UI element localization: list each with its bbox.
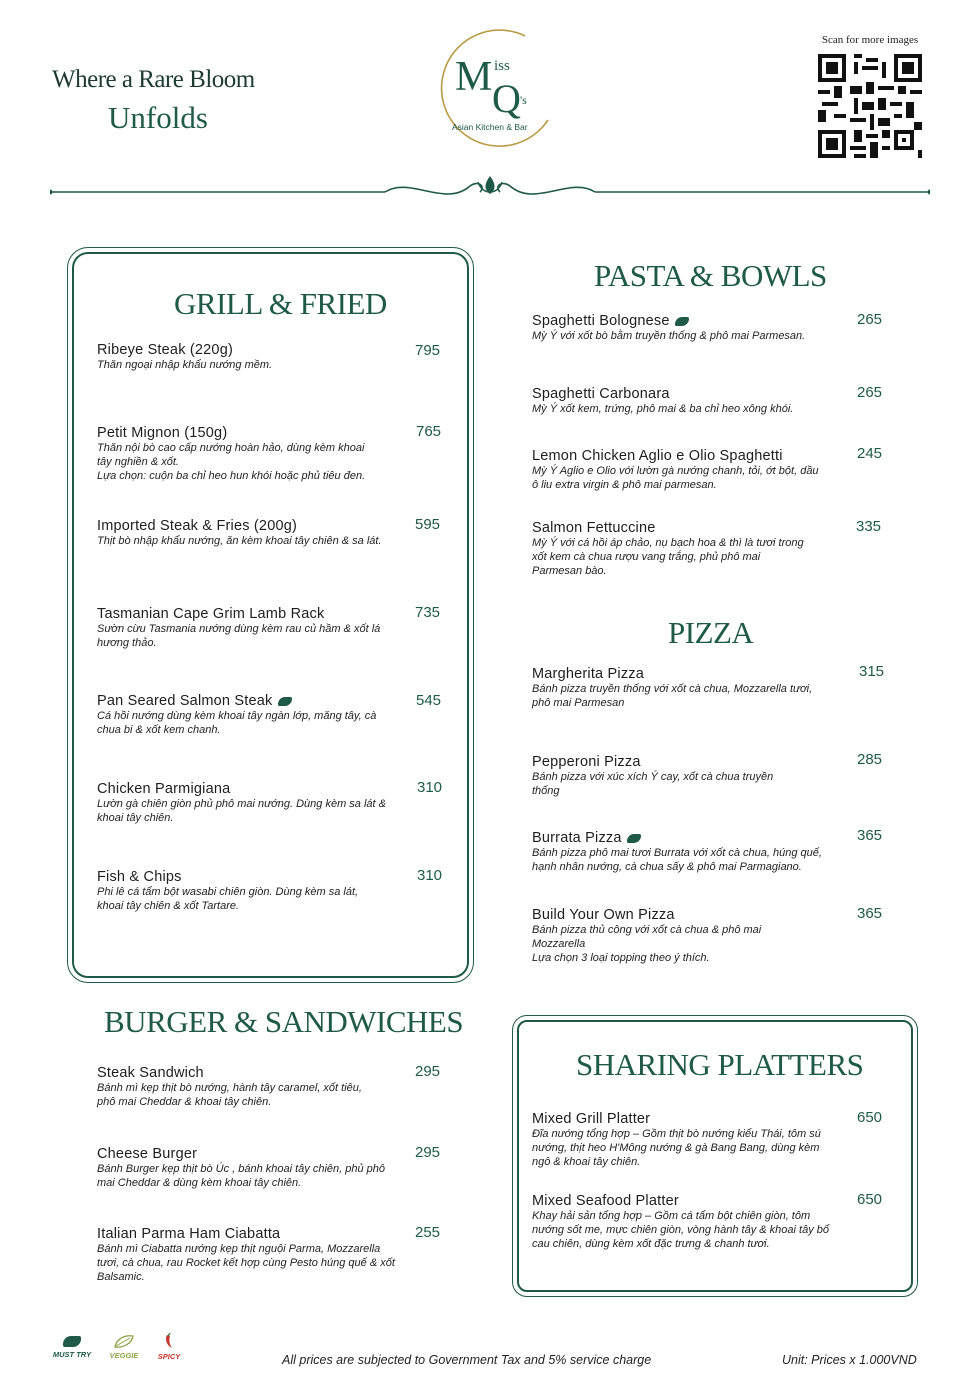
scan-label: Scan for more images <box>821 34 919 46</box>
item-price: 310 <box>417 779 443 796</box>
item-name: Margherita Pizza <box>532 666 644 682</box>
item-desc: Phi lê cá tẩm bột wasabi chiên giòn. Dùng kèm sa lát, khoai tây chiên & xốt Tartare. <box>97 886 359 912</box>
item-price: 335 <box>856 518 882 535</box>
item-desc: Đĩa nướng tổng hợp – Gồm thịt bò nướng kiểu Thái, tôm sú nướng, thịt heo H'Mông nướng & gà Bang Bang, dùng kèm ngô & khoai tây chiên. <box>532 1128 821 1168</box>
menu-item <box>97 1226 402 1284</box>
tagline-line-2: Unfolds <box>108 100 208 135</box>
item-desc: Bánh pizza truyền thống với xốt cà chua, Mozzarella tươi, phô mai Parmesan <box>532 683 813 709</box>
must-try-icon <box>63 1336 81 1347</box>
logo-subtitle: Asian Kitchen & Bar <box>452 122 528 132</box>
pizza-section-title: PIZZA <box>668 615 754 650</box>
item-desc: Thịt bò nhập khẩu nướng, ăn kèm khoai tây chiên & sa lát. <box>97 535 382 547</box>
item-price: 265 <box>857 384 883 401</box>
svg-text:iss: iss <box>494 58 510 74</box>
menu-item <box>532 386 847 416</box>
item-name: Tasmanian Cape Grim Lamb Rack <box>97 606 325 622</box>
item-name: Pan Seared Salmon Steak <box>97 693 273 709</box>
menu-item <box>97 518 387 548</box>
item-price: 650 <box>857 1191 883 1208</box>
item-price: 795 <box>415 342 441 359</box>
item-name: Build Your Own Pizza <box>532 907 675 923</box>
item-desc: Bánh pizza phô mai tươi Burrata với xốt cà chua, húng quế, hạnh nhân nướng, cà chua sấy & phô mai Parmagiano. <box>532 847 822 873</box>
svg-text:M: M <box>455 54 493 100</box>
veggie-leaf-icon <box>113 1334 135 1349</box>
item-price: 295 <box>415 1063 441 1080</box>
chili-icon <box>162 1333 176 1350</box>
divider-ornament <box>50 172 930 212</box>
item-desc: Cá hồi nướng dùng kèm khoai tây ngàn lớp, măng tây, cà chua bi & xốt kem chanh. <box>97 710 377 736</box>
restaurant-logo <box>430 28 570 153</box>
item-price: 315 <box>859 663 885 680</box>
svg-text:Q: Q <box>492 76 521 121</box>
item-price: 265 <box>857 311 883 328</box>
menu-item <box>97 1065 362 1109</box>
item-price: 765 <box>416 423 442 440</box>
item-name: Lemon Chicken Aglio e Olio Spaghetti <box>532 448 783 464</box>
grill-section-title: GRILL & FRIED <box>174 286 387 321</box>
item-desc: Lườn gà chiên giòn phủ phô mai nướng. Dùng kèm sa lát & khoai tây chiên. <box>97 798 386 824</box>
item-desc: Bánh pizza với xúc xích Ý cay, xốt cà chua truyền thống <box>532 771 774 797</box>
svg-text:'s: 's <box>520 93 527 107</box>
menu-item <box>532 520 807 578</box>
item-desc: Khay hải sản tổng hợp – Gồm cá tẩm bột chiên giòn, tôm nướng sốt me, mực chiên giòn, vòng hành tây & khoai tây bổ cau chiên, dùng kèm xốt đặc trưng & chanh tươi. <box>532 1210 829 1250</box>
must-try-icon <box>627 834 641 843</box>
price-unit-note: Unit: Prices x 1.000VND <box>782 1353 917 1367</box>
qr-code[interactable] <box>818 54 922 158</box>
menu-item <box>532 754 792 798</box>
item-name: Steak Sandwich <box>97 1065 204 1081</box>
menu-item <box>97 869 387 913</box>
pasta-section-title: PASTA & BOWLS <box>594 258 827 293</box>
item-name: Mixed Grill Platter <box>532 1111 651 1127</box>
item-desc: Thăn ngoại nhập khẩu nướng mềm. <box>97 359 273 371</box>
must-try-icon <box>278 697 292 706</box>
item-desc: Mỳ Ý Aglio e Olio với lườn gà nướng chanh, tỏi, ớt bột, dầu ô liu extra virgin & phô mai parmesan. <box>532 465 819 491</box>
menu-item <box>97 342 387 372</box>
item-name: Imported Steak & Fries (200g) <box>97 518 298 534</box>
item-desc: Mỳ Ý xốt kem, trứng, phô mai & ba chỉ heo xông khói. <box>532 403 794 415</box>
item-desc: Mỳ Ý với cá hồi áp chảo, nụ bạch hoa & thì là tươi trong xốt kem cà chua rượu vang trắng, phủ phô mai Parmesan bào. <box>532 537 804 577</box>
item-desc: Sườn cừu Tasmania nướng dùng kèm rau củ hầm & xốt lá hương thảo. <box>97 623 381 649</box>
menu-item <box>97 781 387 825</box>
menu-item <box>532 448 822 492</box>
item-name: Burrata Pizza <box>532 830 622 846</box>
menu-item <box>97 693 387 737</box>
item-desc: Bánh mì kẹp thịt bò nướng, hành tây caramel, xốt tiêu, phô mai Cheddar & khoai tây chiên. <box>97 1082 362 1108</box>
item-name: Italian Parma Ham Ciabatta <box>97 1226 281 1242</box>
legend-must-try <box>50 1336 94 1359</box>
item-desc: Thăn nội bò cao cấp nướng hoàn hảo, dùng kèm khoai tây nghiền & xốt. <box>97 442 365 468</box>
item-name: Salmon Fettuccine <box>532 520 656 536</box>
item-price: 365 <box>857 827 883 844</box>
menu-item <box>532 666 832 710</box>
item-name: Cheese Burger <box>97 1146 198 1162</box>
menu-item <box>532 313 847 343</box>
item-desc-option: Lựa chọn 3 loại topping theo ý thích. <box>532 952 710 964</box>
item-name: Mixed Seafood Platter <box>532 1193 679 1209</box>
legend-veggie <box>104 1334 144 1360</box>
burger-section-title: BURGER & SANDWICHES <box>104 1004 464 1039</box>
item-name: Ribeye Steak (220g) <box>97 342 233 358</box>
item-desc: Bánh Burger kẹp thịt bò Úc , bánh khoai tây chiên, phủ phô mai Cheddar & dùng kèm khoai tây chiên. <box>97 1163 386 1189</box>
item-desc: Bánh pizza thủ công với xốt cà chua & phô mai Mozzarella <box>532 924 762 950</box>
sharing-section-title: SHARING PLATTERS <box>576 1047 864 1082</box>
item-price: 255 <box>415 1224 441 1241</box>
item-name: Spaghetti Bolognese <box>532 313 670 329</box>
item-price: 735 <box>415 604 441 621</box>
must-try-icon <box>675 317 689 326</box>
item-price: 245 <box>857 445 883 462</box>
item-price: 285 <box>857 751 883 768</box>
menu-item <box>532 1111 822 1169</box>
item-price: 545 <box>416 692 442 709</box>
item-desc: Mỳ Ý với xốt bò bằm truyền thống & phô mai Parmesan. <box>532 330 806 342</box>
menu-item <box>532 830 832 874</box>
menu-item <box>97 606 387 650</box>
item-name: Fish & Chips <box>97 869 182 885</box>
item-desc: Bánh mì Ciabatta nướng kẹp thịt nguội Parma, Mozzarella tươi, cà chua, rau Rocket kết hợp cùng Pesto húng quế & xốt Balsamic. <box>97 1243 395 1283</box>
menu-item <box>532 907 807 965</box>
item-name: Petit Mignon (150g) <box>97 425 228 441</box>
menu-item <box>532 1193 832 1251</box>
item-price: 365 <box>857 905 883 922</box>
item-desc-option: Lựa chọn: cuộn ba chỉ heo hun khói hoặc phủ tiêu đen. <box>97 470 366 482</box>
item-name: Chicken Parmigiana <box>97 781 231 797</box>
legend-veggie-label: VEGGIE <box>109 1351 139 1360</box>
item-name: Pepperoni Pizza <box>532 754 641 770</box>
legend-spicy-label: SPICY <box>157 1352 181 1361</box>
legend-must-try-label: MUST TRY <box>52 1350 92 1359</box>
legend-spicy <box>152 1333 186 1361</box>
item-name: Spaghetti Carbonara <box>532 386 670 402</box>
item-price: 650 <box>857 1109 883 1126</box>
tax-note: All prices are subjected to Government Tax and 5% service charge <box>282 1353 652 1367</box>
item-price: 310 <box>417 867 443 884</box>
tagline-line-1: Where a Rare Bloom <box>52 66 255 93</box>
menu-item <box>97 425 382 483</box>
item-price: 295 <box>415 1144 441 1161</box>
item-price: 595 <box>415 516 441 533</box>
menu-item <box>97 1146 387 1190</box>
